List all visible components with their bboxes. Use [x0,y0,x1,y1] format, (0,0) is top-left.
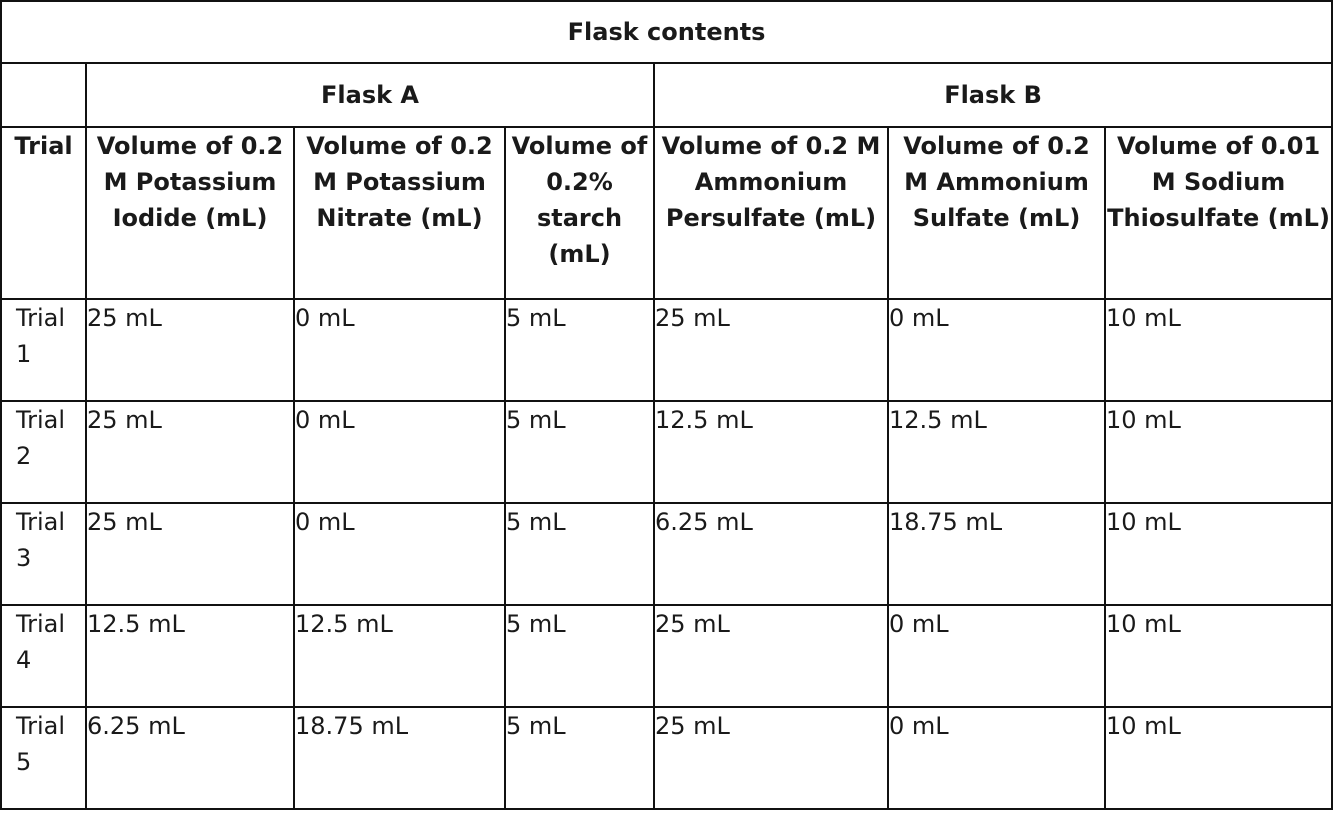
table-cell: 0 mL [294,503,505,605]
column-header-trial: Trial [1,127,86,299]
title-row [1,1,1332,63]
table-cell: 10 mL [1105,605,1332,707]
table-row [1,299,1332,401]
table-title: Flask contents [1,1,1332,63]
table-cell: 18.75 mL [294,707,505,809]
table-cell: 25 mL [86,299,294,401]
table-cell: 25 mL [86,401,294,503]
table-cell: 12.5 mL [86,605,294,707]
table-cell: 10 mL [1105,707,1332,809]
group-header-flask-a: Flask A [86,63,654,127]
table-cell: 5 mL [505,299,654,401]
table-row [1,503,1332,605]
trial-label-cell: Trial 1 [1,299,86,401]
trial-label-cell: Trial 3 [1,503,86,605]
table-cell: 18.75 mL [888,503,1105,605]
table-cell: 0 mL [888,707,1105,809]
column-header-potassium-nitrate: Volume of 0.2 M Potassium Nitrate (mL) [294,127,505,299]
table-cell: 5 mL [505,707,654,809]
table-cell: 25 mL [86,503,294,605]
table-cell: 10 mL [1105,401,1332,503]
table-cell: 6.25 mL [654,503,888,605]
table-row [1,605,1332,707]
column-header-potassium-iodide: Volume of 0.2 M Potassium Iodide (mL) [86,127,294,299]
table-cell: 12.5 mL [294,605,505,707]
table-cell: 0 mL [888,605,1105,707]
column-header-ammonium-persulfate: Volume of 0.2 M Ammonium Persulfate (mL) [654,127,888,299]
column-header-sodium-thiosulfate: Volume of 0.01 M Sodium Thiosulfate (mL) [1105,127,1332,299]
table-cell: 12.5 mL [888,401,1105,503]
group-header-flask-b: Flask B [654,63,1332,127]
table-cell: 0 mL [294,299,505,401]
table-cell: 25 mL [654,707,888,809]
group-row [1,63,1332,127]
column-header-ammonium-sulfate: Volume of 0.2 M Ammonium Sulfate (mL) [888,127,1105,299]
trial-label-cell: Trial 4 [1,605,86,707]
table-cell: 6.25 mL [86,707,294,809]
column-header-starch: Volume of 0.2% starch (mL) [505,127,654,299]
trial-label-cell: Trial 2 [1,401,86,503]
table-cell: 25 mL [654,605,888,707]
table-cell: 0 mL [294,401,505,503]
column-header-row [1,127,1332,299]
table-cell: 10 mL [1105,299,1332,401]
table-cell: 25 mL [654,299,888,401]
table-cell: 12.5 mL [654,401,888,503]
table-cell: 5 mL [505,503,654,605]
table-cell: 5 mL [505,605,654,707]
empty-corner-cell [1,63,86,127]
table-row [1,401,1332,503]
table-cell: 5 mL [505,401,654,503]
table-cell: 10 mL [1105,503,1332,605]
trial-label-cell: Trial 5 [1,707,86,809]
table-cell: 0 mL [888,299,1105,401]
table-row [1,707,1332,809]
